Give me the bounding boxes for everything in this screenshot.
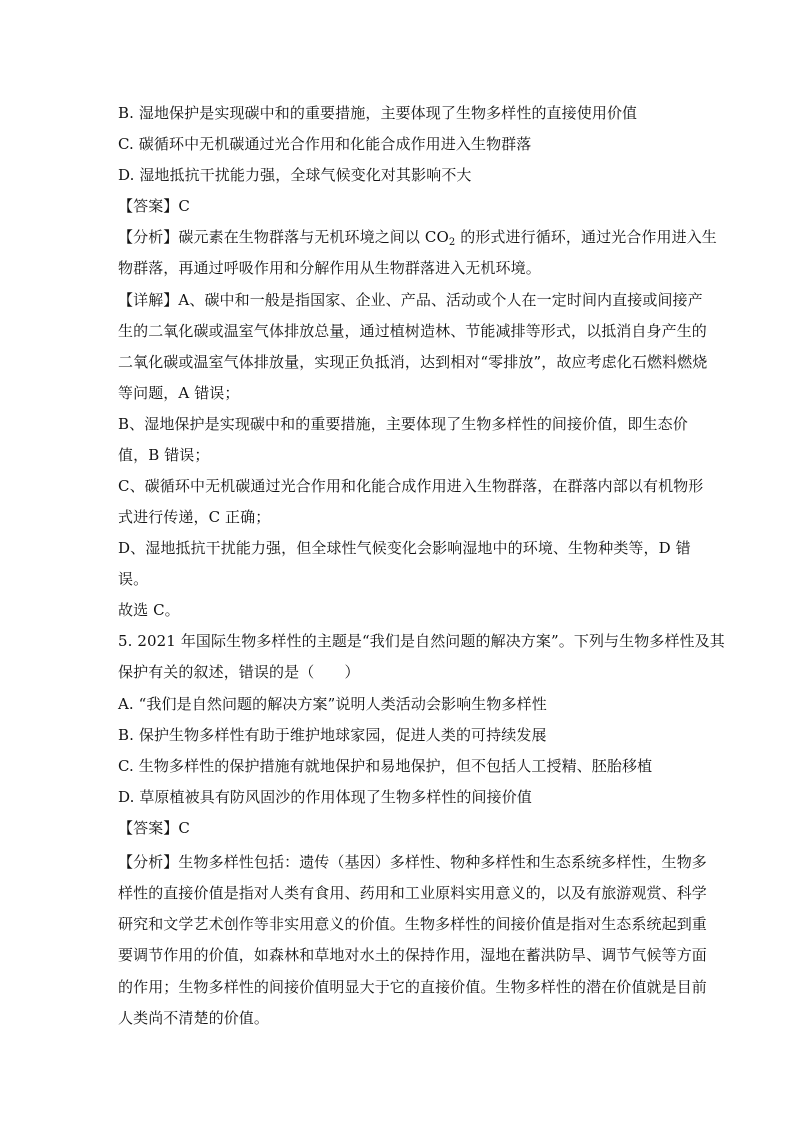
answer-tag: 【答案】 xyxy=(118,819,179,837)
q4-detail-line-1 xyxy=(118,290,703,310)
analysis-text-part-1: 碳元素在生物群落与无机环境之间以 CO xyxy=(178,228,449,246)
q4-answer xyxy=(118,196,688,216)
q4-option-c: C. 碳循环中无机碳通过光合作用和化能合成作用进入生物群落 xyxy=(118,135,532,153)
q4-detail-line-3: 二氧化碳或温室气体排放量，实现正负抵消，达到相对“零排放”，故应考虑化石燃料燃烧 xyxy=(118,353,708,371)
q4-option-d: D. 湿地抵抗干扰能力强，全球气候变化对其影响不大 xyxy=(118,166,472,184)
q4-option-b: B. 湿地保护是实现碳中和的重要措施，主要体现了生物多样性的直接使用价值 xyxy=(118,104,638,122)
q5-analysis-line-2: 样性的直接价值是指对人类有食用、药用和工业原料实用意义的，以及有旅游观赏、科学 xyxy=(118,884,707,902)
q4-detail-line-6: 值，B 错误； xyxy=(118,446,210,464)
q5-analysis-line-1 xyxy=(118,852,707,872)
q4-detail-line-2: 生的二氧化碳或温室气体排放总量，通过植树造林、节能减排等形式，以抵消自身产生的 xyxy=(118,322,707,340)
q4-analysis-line-1 xyxy=(118,227,717,253)
q5-option-b: B. 保护生物多样性有助于维护地球家园，促进人类的可持续发展 xyxy=(118,726,547,744)
answer-tag: 【答案】 xyxy=(118,197,179,215)
q4-detail-line-8: 式进行传递，C 正确； xyxy=(118,508,271,526)
q5-analysis-line-3: 研究和文学艺术创作等非实用意义的价值。生物多样性的间接价值是指对生态系统起到重 xyxy=(118,915,707,933)
analysis-text-part-2: 的形式进行循环，通过光合作用进入生 xyxy=(455,228,717,246)
co2-subscript: 2 xyxy=(448,237,456,248)
q4-detail-line-4: 等问题，A 错误； xyxy=(118,384,240,402)
q5-option-c: C. 生物多样性的保护措施有就地保护和易地保护，但不包括人工授精、胚胎移植 xyxy=(118,757,653,775)
q4-detail-line-9: D、湿地抵抗干扰能力强，但全球性气候变化会影响湿地中的环境、生物种类等，D 错 xyxy=(118,539,691,557)
q4-analysis-line-2: 物群落，再通过呼吸作用和分解作用从生物群落进入无机环境。 xyxy=(118,259,541,277)
q5-analysis-line-6: 人类尚不清楚的价值。 xyxy=(118,1009,270,1027)
q4-detail-line-10: 误。 xyxy=(118,570,149,588)
analysis-tag: 【分析】 xyxy=(118,228,179,246)
detail-text: A、碳中和一般是指国家、企业、产品、活动或个人在一定时间内直接或间接产 xyxy=(178,291,703,309)
q5-analysis-line-4: 要调节作用的价值，如森林和草地对水土的保持作用，湿地在蓄洪防旱、调节气候等方面 xyxy=(118,946,707,964)
answer-value: C xyxy=(178,819,190,837)
answer-value: C xyxy=(178,197,190,215)
q4-detail-line-7: C、碳循环中无机碳通过光合作用和化能合成作用进入生物群落，在群落内部以有机物形 xyxy=(118,477,704,495)
q4-detail-line-5: B、湿地保护是实现碳中和的重要措施，主要体现了生物多样性的间接价值，即生态价 xyxy=(118,415,688,433)
q5-option-a: A. “我们是自然问题的解决方案”说明人类活动会影响生物多样性 xyxy=(118,695,547,713)
q5-answer xyxy=(118,818,688,838)
q4-detail-conclusion: 故选 C。 xyxy=(118,601,180,619)
analysis-tag: 【分析】 xyxy=(118,853,179,871)
q5-stem-line-2: 保护有关的叙述，错误的是（ ） xyxy=(118,663,360,681)
q5-stem-line-1: 5. 2021 年国际生物多样性的主题是“我们是自然问题的解决方案”。下列与生物多样性及其 xyxy=(118,632,725,650)
detail-tag: 【详解】 xyxy=(118,291,179,309)
analysis-text: 生物多样性包括：遗传（基因）多样性、物种多样性和生态系统多样性，生物多 xyxy=(178,853,707,871)
q5-analysis-line-5: 的作用；生物多样性的间接价值明显大于它的直接价值。生物多样性的潜在价值就是目前 xyxy=(118,978,707,996)
q5-option-d: D. 草原植被具有防风固沙的作用体现了生物多样性的间接价值 xyxy=(118,788,532,806)
